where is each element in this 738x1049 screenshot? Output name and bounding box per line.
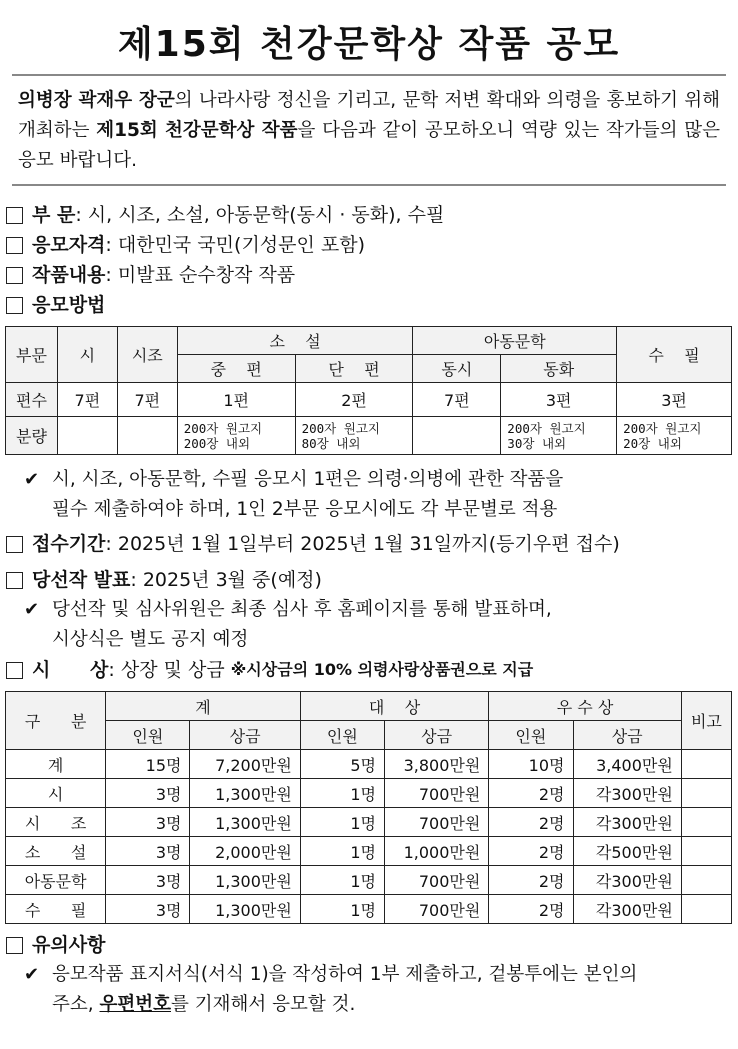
th-children: 아동문학 [413,327,617,355]
method-note: ✔ 시, 시조, 아동문학, 수필 응모시 1편은 의령·의병에 관한 작품을 필수 제출하여야 하며, 1인 2부문 응모시에도 각 부문별로 적용 [24,465,738,525]
prize-cell-note [681,866,731,895]
prize-cell-gm: 700만원 [385,808,489,837]
prize-cell-name: 아동문학 [6,866,106,895]
count-cell: 7편 [413,383,501,417]
th-division: 구 분 [6,692,106,750]
prize-cell-tm: 1,300만원 [190,866,300,895]
th-note: 비고 [681,692,731,750]
prize-cell-em: 각300만원 [573,779,681,808]
th-sijo: 시조 [117,327,177,383]
prize-cell-ep: 2명 [489,895,573,924]
check-icon: ✔ [24,469,40,490]
prize-cell-tm: 1,300만원 [190,895,300,924]
volume-cell: 200자 원고지 80장 내외 [295,417,413,455]
th-people: 인원 [300,721,384,750]
section-content: 작품내용 : 미발표 순수창작 작품 [6,260,738,290]
prize-cell-tp: 15명 [106,750,190,779]
prize-cell-ep: 2명 [489,808,573,837]
intro-text-1: 의 나라사랑 정신을 기리고, 문학 저변 확대와 의령을 홍보하기 위해 개최하는 [18,90,720,141]
prize-row [6,895,732,924]
prize-cell-note [681,750,731,779]
prize-row [6,779,732,808]
caution-note: ✔ 응모작품 표지서식(서식 1)을 작성하여 1부 제출하고, 겉봉투에는 본인의 주소, 우편번호를 기재해서 응모할 것. [24,960,738,1020]
check-icon: ✔ [24,599,40,620]
check-icon: ✔ [24,964,40,985]
prize-cell-tp: 3명 [106,779,190,808]
prize-cell-ep: 10명 [489,750,573,779]
prize-cell-name: 시 [6,779,106,808]
th-money: 상금 [573,721,681,750]
th-fairy: 동화 [501,355,617,383]
section-caution: 유의사항 [6,930,738,960]
section-period: 접수기간 : 2025년 1월 1일부터 2025년 1월 31일까지(등기우편 접수) [6,529,738,559]
checkbox-icon [6,536,23,553]
checkbox-icon [6,937,23,954]
prize-cell-gp: 1명 [300,866,384,895]
prize-cell-gm: 1,000만원 [385,837,489,866]
prize-cell-note [681,808,731,837]
prize-cell-em: 각300만원 [573,866,681,895]
checkbox-icon [6,267,23,284]
prize-cell-ep: 2명 [489,837,573,866]
prize-cell-gm: 700만원 [385,866,489,895]
prize-cell-tp: 3명 [106,866,190,895]
method-table [5,326,732,455]
prize-cell-gm: 700만원 [385,895,489,924]
th-money: 상금 [385,721,489,750]
volume-cell: 200자 원고지 20장 내외 [617,417,732,455]
prize-cell-name: 시 조 [6,808,106,837]
prize-cell-note [681,895,731,924]
prize-cell-tp: 3명 [106,837,190,866]
section-announce: 당선작 발표 : 2025년 3월 중(예정) [6,565,738,595]
row-count-label: 편수 [6,383,58,417]
section-category: 부 문 : 시, 시조, 소설, 아동문학(동시 · 동화), 수필 [6,200,738,230]
prize-cell-em: 각300만원 [573,895,681,924]
prize-cell-gp: 1명 [300,779,384,808]
volume-cell [117,417,177,455]
prize-cell-name: 계 [6,750,106,779]
prize-cell-note [681,779,731,808]
volume-cell: 200자 원고지 30장 내외 [501,417,617,455]
section-method: 응모방법 [6,290,738,320]
count-cell: 7편 [117,383,177,417]
row-volume-label: 분량 [6,417,58,455]
th-category: 부문 [6,327,58,383]
th-childpoem: 동시 [413,355,501,383]
th-essay: 수 필 [617,327,732,383]
prize-cell-note [681,837,731,866]
th-excellence: 우 수 상 [489,692,682,721]
prize-cell-gm: 3,800만원 [385,750,489,779]
prize-cell-name: 소 설 [6,837,106,866]
volume-cell [57,417,117,455]
prize-cell-gp: 5명 [300,750,384,779]
checkbox-icon [6,237,23,254]
prize-cell-em: 각300만원 [573,808,681,837]
th-novel: 소 설 [177,327,413,355]
intro-general-name: 의병장 곽재우 장군 [18,90,175,111]
intro-paragraph [12,74,726,186]
th-grand: 대 상 [300,692,489,721]
prize-cell-gm: 700만원 [385,779,489,808]
section-prize: 시 상 : 상장 및 상금 ※시상금의 10% 의령사랑상품권으로 지급 [6,655,738,685]
page-title: 제15회 천강문학상 작품 공모 [117,24,621,65]
th-poem: 시 [57,327,117,383]
prize-row [6,750,732,779]
count-cell: 3편 [617,383,732,417]
announce-note: ✔ 당선작 및 심사위원은 최종 심사 후 홈페이지를 통해 발표하며, 시상식은 별도 공지 예정 [24,595,738,655]
th-short: 단 편 [295,355,413,383]
checkbox-icon [6,297,23,314]
th-people: 인원 [489,721,573,750]
postal-code-emphasis: 우편번호 [99,994,171,1015]
prize-cell-em: 3,400만원 [573,750,681,779]
checkbox-icon [6,207,23,224]
prize-cell-gp: 1명 [300,837,384,866]
count-cell: 1편 [177,383,295,417]
th-mid: 중 편 [177,355,295,383]
prize-cell-gp: 1명 [300,895,384,924]
prize-row [6,808,732,837]
section-eligibility: 응모자격 : 대한민국 국민(기성문인 포함) [6,230,738,260]
prize-cell-tm: 1,300만원 [190,808,300,837]
prize-cell-tp: 3명 [106,895,190,924]
count-cell: 2편 [295,383,413,417]
volume-cell [413,417,501,455]
prize-row [6,837,732,866]
count-cell: 7편 [57,383,117,417]
prize-row [6,866,732,895]
prize-cell-tp: 3명 [106,808,190,837]
prize-cell-ep: 2명 [489,866,573,895]
th-money: 상금 [190,721,300,750]
prize-cell-tm: 2,000만원 [190,837,300,866]
th-total: 계 [106,692,301,721]
prize-cell-ep: 2명 [489,779,573,808]
intro-text-2: 을 다음과 같이 공모하오니 역량 있는 작가들의 많은 응모 바랍니다. [18,120,720,171]
count-cell: 3편 [501,383,617,417]
intro-award-name: 제15회 천강문학상 작품 [96,120,298,141]
prize-cell-tm: 1,300만원 [190,779,300,808]
prize-cell-em: 각500만원 [573,837,681,866]
prize-cell-name: 수 필 [6,895,106,924]
th-people: 인원 [106,721,190,750]
checkbox-icon [6,662,23,679]
prize-table [5,691,732,924]
prize-cell-tm: 7,200만원 [190,750,300,779]
checkbox-icon [6,572,23,589]
volume-cell: 200자 원고지 200장 내외 [177,417,295,455]
prize-cell-gp: 1명 [300,808,384,837]
prize-extra-note: ※시상금의 10% 의령사랑상품권으로 지급 [230,660,534,679]
